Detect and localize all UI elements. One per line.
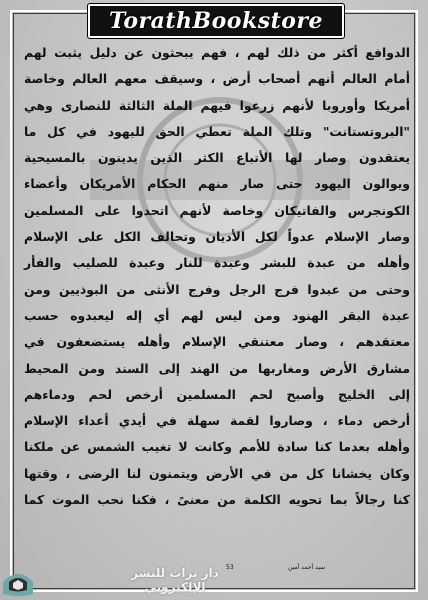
text-line: ويوالون اليهود حتى صار منهم الحكام الأمريكان وأعضاء <box>24 176 410 192</box>
body-text <box>24 40 410 513</box>
text-line: وأهله من عبدة للبشر وعبدة للنار وعبدة للصليب والفأر <box>24 255 410 271</box>
text-line: وكان يخشانا كل من في الأرض ويتمنون لنا الرضى ، وقتها <box>24 465 410 481</box>
text-line: وأهله بعدما كنا سادة للأمم وكانت لا تغيب الشمس عن ملكنا <box>24 439 410 455</box>
text-line: يعتقدون وصار لها الأتباع الكثر الذين يدينون بالمسيحية <box>24 150 410 166</box>
text-line: مشارق الأرض ومغاربها من الهند إلى السند ومن المحيط <box>24 360 410 376</box>
brand-banner <box>88 4 344 38</box>
text-line: أرخص دماء ، وصاروا لقمة سهلة في أيدي أعداء الإسلام <box>24 413 410 429</box>
text-line: الدوافع أكثر من ذلك لهم ، فهم يبحثون عن دليل يثبت لهم <box>24 45 410 60</box>
text-line: معتقدهم ، وصار معتنقي الإسلام وأهله يستضعفون في <box>24 334 410 350</box>
footer-site-name: دار تراث للنشر الإلكتروني <box>131 566 219 594</box>
text-line: الكونجرس والفاتيكان وخاصة لأنهم اتحدوا على المسلمين <box>24 202 410 218</box>
text-line: وصار الإسلام عدواً لكل الأديان وتحالف الكل على الإسلام <box>24 229 410 245</box>
page-footer <box>0 560 428 600</box>
text-line: كنا رجالاً بما تحويه الكلمة من معنىً ، فكنا نحب الموت كما <box>24 492 410 508</box>
text-line: إلى الخليج وأصبح لحم المسلمين أرخص لحم ودماءهم <box>24 386 410 402</box>
footer-author: سيد أحمد أمين <box>288 564 326 571</box>
text-line: وحتى من عبدوا فرج الرجل وفرج الأنثى من البوذيين ومن <box>24 281 410 297</box>
text-line: عبدة البقر الهنود ومن ليس لهم أي إله ليعبدوه حسب <box>24 307 410 323</box>
text-line: "البروتستانت" وتلك الملة تعطي الحق لليهود في كل ما <box>24 123 410 139</box>
app-logo-icon[interactable] <box>1 568 35 598</box>
page-number: 53 <box>226 564 234 571</box>
text-line: أمام العالم أنهم أصحاب أرض ، وسيقف معهم العالم وخاصة <box>24 71 410 87</box>
brand-title: TorathBookstore <box>108 8 324 34</box>
text-line: أمريكا وأوروبا لأنهم زرعوا فيهم الملة الثالثة للنصارى وهي <box>24 97 410 113</box>
